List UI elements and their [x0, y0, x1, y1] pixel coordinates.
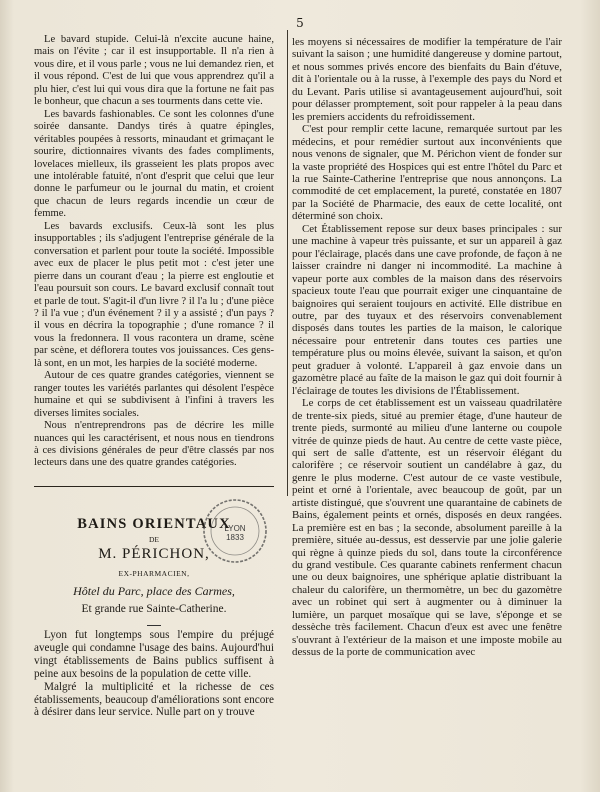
paragraph-bavards-fashionables: Les bavards fashionables. Ce sont les colonnes d'une soirée dansante. Dandys tirés à quatre épingles, véritables poupées à ressorts, minaudant et grimaçant le sourire, dictionnaires vivants des fades compliments, lovelaces mielleux, ils grasseient les plats propos avec une intolérable fatuité, n'ont d'esprit que celui que leur donne le parfumeur ou le journal du matin, et croient que chacun de leurs regards incendie un cœur de femme.: [34, 108, 274, 220]
stamp-text: [218, 524, 252, 542]
left-column: [34, 34, 274, 470]
stamp-year: 1833: [226, 533, 244, 542]
ad-dash: [147, 625, 161, 626]
advertisement-body: [34, 629, 274, 719]
ad-de: DE: [149, 535, 159, 544]
ad-address-street: Et grande rue Sainte-Catherine.: [81, 603, 227, 615]
paragraph-bavards-exclusifs: Les bavards exclusifs. Ceux-là sont les plus insupportables ; ils s'adjugent l'entreprise générale de la conversation et parlent pour toute la société. Impossible avec eux de placer le plus petit mot : c'est jeter une pierre dans un courant d'eau ; la pierre est engloutie et l'eau poursuit son cours. Le bavard exclusif connaît tout et parle de tout. S'agit-il d'un livre ? il l'a lu ; d'une pièce ? il l'a vue ; d'un événement ? il y a assisté ; d'un pays ? il vous en décrira la topographie ; d'une romance ? il vous la fredonnera. Il vous racontera un drame, scène par scène, et déflorera toutes vos jouissances. Ces gens-là sont, en un mot, les harpies de la société moderne.: [34, 220, 274, 369]
stamp-city: LYON: [224, 524, 246, 533]
ad-paragraph-multiplicite: Malgré la multiplicité et la richesse de ces établissements, beaucoup d'améliorations sont encore à désirer dans leur service. Nulle part on y trouve: [34, 680, 274, 719]
ad-proprietor-name: M. PÉRICHON,: [98, 546, 210, 562]
library-stamp: [200, 496, 270, 566]
ad-proprietor-role: EX-PHARMACIEN,: [118, 569, 190, 578]
column-divider: [287, 30, 288, 496]
page-number: 5: [296, 16, 304, 30]
paragraph-moyens: les moyens si nécessaires de modifier la température de l'air suivant la saison ; une humidité dangereuse y domine partout, et nous sommes privés encore des bienfaits du Bain d'étuve, dit à l'orientale ou à la russe, à l'exemple des pays du Nord et du Levant. Paris utilise si avantageusement aujourd'hui, soit pour délasser promptement, soit pour rappeler à la peau dans les premiers accidents du refroidissement.: [292, 36, 562, 123]
paragraph-bavard-stupide: Le bavard stupide. Celui-là n'excite aucune haine, mais on l'évite ; car il est insupportable. Il n'a rien à vous dire, et il vous parle ; vous ne lui demandez rien, et il vous répond. C'est de lui que vous apprendrez qu'il a plu hier, c'est lui qui vous dira que la fortune ne fait pas le bonheur, que chacun a ses tourments dans cette vie.: [34, 34, 274, 108]
ad-address: Hôtel du Parc, place des Carmes,: [73, 584, 235, 598]
paragraph-categories: Autour de ces quatre grandes catégories, viennent se ranger toutes les variétés parlantes qui désolent l'espèce humaine et qui se subdivisent à l'infini à travers les diverses limites sociales.: [34, 370, 274, 419]
ad-title: BAINS ORIENTAUX: [77, 516, 231, 532]
paragraph-etablissement: Cet Établissement repose sur deux bases principales : sur une machine à vapeur très puissante, et sur un appareil à gaz pour l'éclairage, placés dans une cave profonde, de façon à ne laisser craindre ni danger ni incommodité. La machine à vapeur porte aux combles de la maison dans des réservoirs spacieux toute l'eau que pourrait exiger une cinquantaine de baignoires qui seraient toujours en activité. Elle distribue en outre, par des tuyaux et des réservoirs convenablement disposés dans toutes les parties de la maison, le calorique nécessaire pour entretenir dans toutes ces parties une température plus ou moins élevée, suivant la saison, et qu'on peut graduer à volonté. L'appareil à gaz envoie dans un gazomètre placé au faîte de la maison le gaz qui doit fournir à l'éclairage de toutes les divisions de l'Établissement.: [292, 222, 562, 397]
paragraph-lacune: C'est pour remplir cette lacune, remarquée surtout par les médecins, et pour remédier surtout aux inconvénients que nous venons de signaler, que M. Périchon vient de fonder sur la vaste propriété des Hospices qui est entre l'hôtel du Parc et la rue Sainte-Catherine l'entreprise que nous annonçons. La commodité de cet emplacement, la pureté, constatée en 1807 par la Société de Pharmacie, des eaux de cette localité, ont déterminé son choix.: [292, 123, 562, 223]
right-column: [292, 36, 562, 659]
ad-paragraph-prejuge: Lyon fut longtemps sous l'empire du préjugé aveugle qui condamne l'usage des bains. Aujourd'hui vingt établissements de Bains publics suffisent à peine aux besoins de la population de cette ville.: [34, 629, 274, 680]
paragraph-corps-etablissement: Le corps de cet établissement est un vaisseau quadrilatère de trente-six pieds, situé au premier étage, d'une hauteur de trente pieds, surmonté au milieu d'une lanterne ou coupole vitrée de quinze pieds de haut. Au centre de cette vaste pièce, qui sert de salle d'attente, est un réservoir élégant du calorifère ; ce réservoir soutient un candélabre à gaz, du genre le plus moderne. C'est autour de ce vaste vestibule, peint et orné à l'orientale, avec beaucoup de goût, par un artiste distingué, que s'ouvrent une quarantaine de cabinets de Bains, également peints et ornés, disposés en deux rangées. La première est en bas ; la seconde, absolument pareille à la première, située au-dessus, est desservie par une jolie galerie qui règne à quinze pieds du sol, dans toute la circonférence du grand vestibule. Ces quarante cabinets renferment chacun une ou deux baignoires, une sphérique aplatie distribuant la chaleur du calorifère, un thermomètre, un bec du gazomètre avec un robinet qui sert à augmenter ou à diminuer la lumière, un parquet mosaïque qui se lave, s'éponge et se dessèche très facilement. Chacun d'eux est avec une fenêtre s'ouvrant à l'extérieur de la maison et une imposte mobile au dessus de la porte de communication avec: [292, 397, 562, 659]
paragraph-conclusion: Nous n'entreprendrons pas de décrire les mille nuances qui les caractérisent, et nous nous en tiendrons à ces divisions générales de peur d'être classés par nos lecteurs dans une des quatre grandes catégories.: [34, 420, 274, 469]
section-separator: [34, 486, 274, 487]
